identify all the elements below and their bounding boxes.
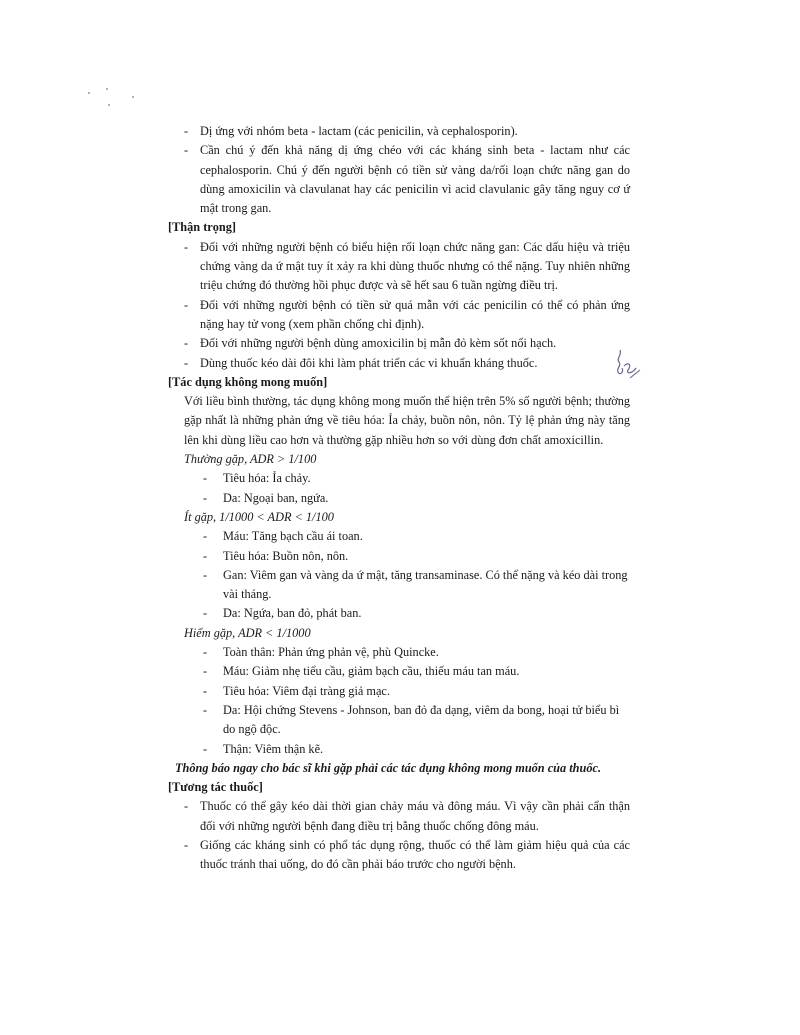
- list-item: [160, 547, 630, 566]
- frequency-rare-label: Hiếm gặp, ADR < 1/1000: [184, 625, 311, 640]
- bullet-dash: -: [203, 702, 208, 717]
- handwritten-initials: [610, 348, 644, 384]
- list-item: [160, 296, 630, 335]
- bullet-dash: -: [184, 239, 189, 254]
- adverse-effects-heading: [Tác dụng không mong muốn]: [168, 374, 328, 389]
- precaution-text: Dùng thuốc kéo dài đôi khi làm phát triển các vi khuẩn kháng thuốc.: [200, 355, 538, 370]
- bullet-dash: -: [184, 124, 189, 138]
- list-item: [160, 740, 630, 759]
- interaction-text: Giống các kháng sinh có phổ tác dụng rộng, thuốc có thể làm giảm hiệu quả của các thuốc tránh thai uống, do đó cần phải báo trước cho người bệnh.: [200, 837, 630, 872]
- adverse-item-text: Máu: Giảm nhẹ tiểu cầu, giảm bạch cầu, thiếu máu tan máu.: [223, 664, 520, 679]
- precaution-text: Đối với những người bệnh dùng amoxicilin bị mẫn đỏ kèm sốt nổi hạch.: [200, 336, 557, 351]
- doctor-notice: Thông báo ngay cho bác sĩ khi gặp phải các tác dụng không mong muốn của thuốc.: [175, 760, 602, 775]
- adverse-intro: Với liều bình thường, tác dụng không mong muốn thể hiện trên 5% số người bệnh; thường gặp nhất là những phản ứng về tiêu hóa: Ỉa chảy, buồn nôn, nôn. Tỷ lệ phản ứng này tăng lên khi dùng liều cao hơn và thường gặp nhiều hơn so với dùng đơn chất amoxicillin.: [184, 394, 630, 447]
- list-item: [160, 643, 630, 662]
- list-item: [160, 797, 630, 836]
- interaction-text: Thuốc có thể gây kéo dài thời gian chảy máu và đông máu. Vì vậy cần phải cẩn thận đối với những người bệnh đang điều trị bằng thuốc chống đông máu.: [200, 799, 630, 833]
- list-item: [160, 701, 630, 740]
- adverse-item-text: Da: Ngứa, ban đỏ, phát ban.: [223, 606, 362, 621]
- precaution-text: Đối với những người bệnh có tiền sử quá mẫn với các penicilin có thể có phản ứng nặng hay tử vong (xem phần chống chỉ định).: [200, 297, 630, 331]
- contraindication-text: Dị ứng với nhóm beta - lactam (các penicilin, và cephalosporin).: [200, 124, 518, 138]
- bullet-dash: -: [184, 336, 189, 351]
- list-item: [160, 682, 630, 701]
- document-body: [160, 122, 630, 875]
- bullet-dash: -: [203, 471, 208, 486]
- adverse-item-text: Thận: Viêm thận kẽ.: [223, 741, 324, 756]
- list-item: [160, 836, 630, 875]
- bullet-dash: -: [203, 645, 208, 660]
- list-item: [160, 527, 630, 546]
- bullet-dash: -: [203, 567, 208, 582]
- list-item: [160, 122, 630, 141]
- bullet-dash: -: [203, 548, 208, 563]
- bullet-dash: -: [203, 606, 208, 621]
- adverse-item-text: Toàn thân: Phản ứng phản vệ, phù Quincke.: [223, 645, 439, 660]
- adverse-item-text: Tiêu hóa: Ỉa chảy.: [223, 471, 311, 486]
- bullet-dash: -: [184, 297, 189, 312]
- list-item: [160, 489, 630, 508]
- list-item: [160, 354, 630, 373]
- bullet-dash: -: [184, 837, 189, 852]
- adverse-item-text: Da: Hội chứng Stevens - Johnson, ban đỏ đa dạng, viêm da bong, hoại tử biểu bì do ngộ độc.: [223, 702, 620, 737]
- adverse-item-text: Da: Ngoại ban, ngứa.: [223, 490, 329, 505]
- contraindication-text: Cần chú ý đến khả năng dị ứng chéo với các kháng sinh beta - lactam như các cephalosporin. Chú ý đến người bệnh có tiền sử vàng da/rối loạn chức năng gan do dùng amoxicilin và clavulanat hay các penicilin vì acid clavulanic gây tăng nguy cơ ứ mật trong gan.: [200, 143, 630, 216]
- bullet-dash: -: [203, 664, 208, 679]
- list-item: [160, 334, 630, 353]
- interactions-heading: [Tương tác thuốc]: [168, 780, 263, 795]
- bullet-dash: -: [203, 683, 208, 698]
- bullet-dash: -: [184, 143, 189, 158]
- precautions-heading: [Thận trọng]: [168, 220, 236, 235]
- list-item: [160, 238, 630, 296]
- frequency-uncommon-label: Ít gặp, 1/1000 < ADR < 1/100: [184, 509, 334, 524]
- list-item: [160, 141, 630, 218]
- bullet-dash: -: [203, 529, 208, 544]
- list-item: [160, 469, 630, 488]
- bullet-dash: -: [184, 799, 189, 814]
- bullet-dash: -: [203, 490, 208, 505]
- list-item: [160, 662, 630, 681]
- adverse-item-text: Máu: Tăng bạch cầu ái toan.: [223, 529, 363, 544]
- list-item: [160, 566, 630, 605]
- list-item: [160, 604, 630, 623]
- adverse-item-text: Gan: Viêm gan và vàng da ứ mật, tăng transaminase. Có thể nặng và kéo dài trong vài tháng.: [223, 567, 628, 602]
- frequency-common-label: Thường gặp, ADR > 1/100: [184, 452, 317, 467]
- bullet-dash: -: [203, 741, 208, 756]
- adverse-item-text: Tiêu hóa: Buồn nôn, nôn.: [223, 548, 349, 563]
- adverse-item-text: Tiêu hóa: Viêm đại tràng giả mạc.: [223, 683, 390, 698]
- bullet-dash: -: [184, 355, 189, 370]
- precaution-text: Đối với những người bệnh có biểu hiện rối loạn chức năng gan: Các dấu hiệu và triệu chứng vàng da ứ mật tuy ít xảy ra khi dùng thuốc nhưng có thể nặng. Tuy nhiên những triệu chứng đó thường hồi phục được và sẽ hết sau 6 tuần ngừng điều trị.: [200, 239, 630, 293]
